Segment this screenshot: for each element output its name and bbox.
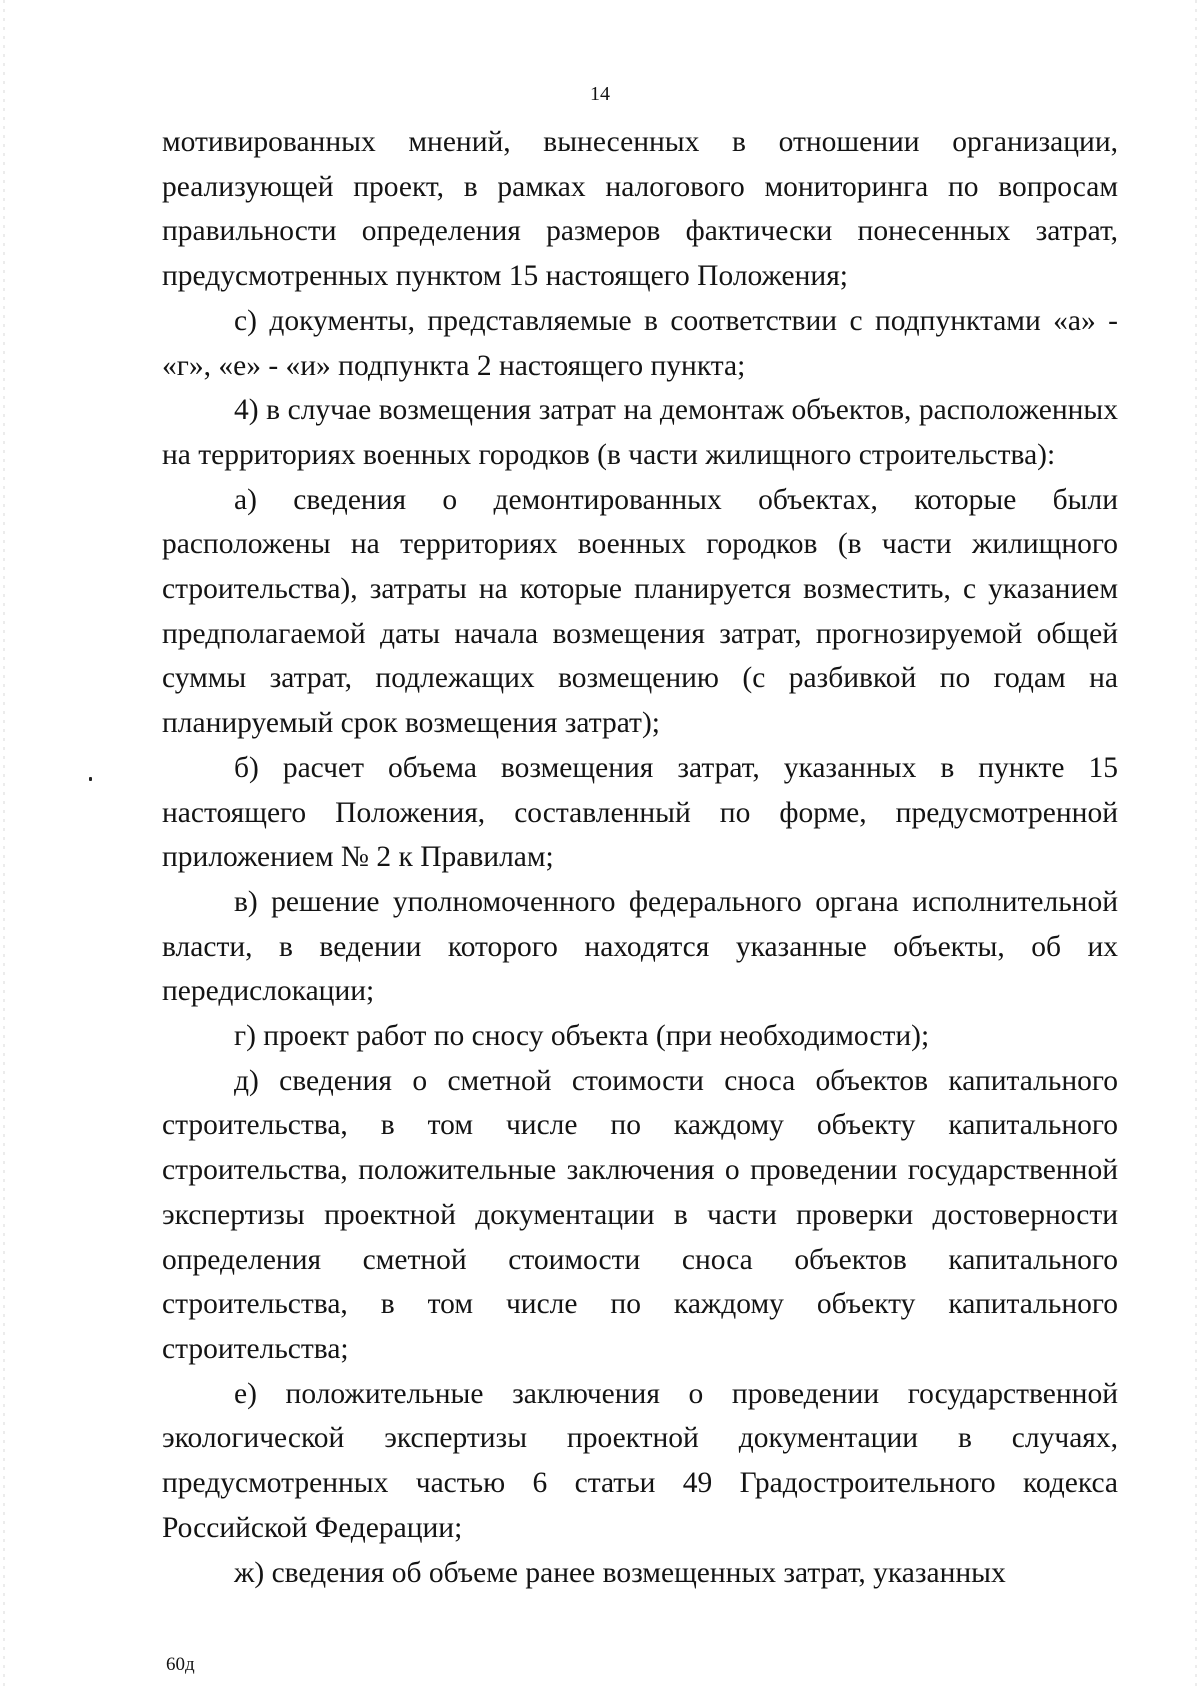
page-number: 14	[590, 83, 610, 105]
paragraph-item-zh: ж) сведения об объеме ранее возмещенных затрат, указанных	[234, 1556, 1006, 1589]
footer-document-code: 60д	[166, 1654, 195, 1675]
paragraph-item-v: в) решение уполномоченного федерального органа исполнительной власти, в ведении которого находятся указанные объекты, об их передислокации;	[162, 885, 1118, 1008]
paragraph-item-b: б) расчет объема возмещения затрат, указанных в пункте 15 настоящего Положения, составленный по форме, предусмотренной приложением № 2 к Правилам;	[162, 751, 1118, 874]
paragraph-item-c: с) документы, представляемые в соответствии с подпунктами «а» - «г», «е» - «и» подпункта 2 настоящего пункта;	[162, 304, 1118, 382]
document-body	[162, 120, 1118, 1595]
scan-dot-mark	[89, 777, 92, 781]
paragraph-item-e: е) положительные заключения о проведении государственной экологической экспертизы проектной документации в случаях, предусмотренных частью 6 статьи 49 Градостроительного кодекса Российской Федерации;	[162, 1377, 1118, 1544]
paragraph-item-a: а) сведения о демонтированных объектах, которые были расположены на территориях военных городков (в части жилищного строительства), затраты на которые планируется возместить, с указанием предполагаемой даты начала возмещения затрат, прогнозируемой общей суммы затрат, подлежащих возмещению (с разбивкой по годам на планируемый срок возмещения затрат);	[162, 483, 1118, 740]
scan-edge-right	[1195, 0, 1197, 1686]
paragraph-item-g: г) проект работ по сносу объекта (при необходимости);	[234, 1020, 930, 1053]
paragraph-item-d: д) сведения о сметной стоимости сноса объектов капитального строительства, в том числе по каждому объекту капитального строительства, положительные заключения о проведении государственной экспертизы проектной документации в части проверки достоверности определения сметной стоимости сноса объектов капитального строительства, в том числе по каждому объекту капитального строительства;	[162, 1064, 1118, 1365]
scan-edge-left	[3, 0, 5, 1686]
paragraph-item-4: 4) в случае возмещения затрат на демонтаж объектов, расположенных на территориях военных городков (в части жилищного строительства):	[162, 394, 1118, 471]
paragraph-continuation: мотивированных мнений, вынесенных в отношении организации, реализующей проект, в рамках налогового мониторинга по вопросам правильности определения размеров фактически понесенных затрат, предусмотренных пунктом 15 настоящего Положения;	[162, 126, 1118, 293]
